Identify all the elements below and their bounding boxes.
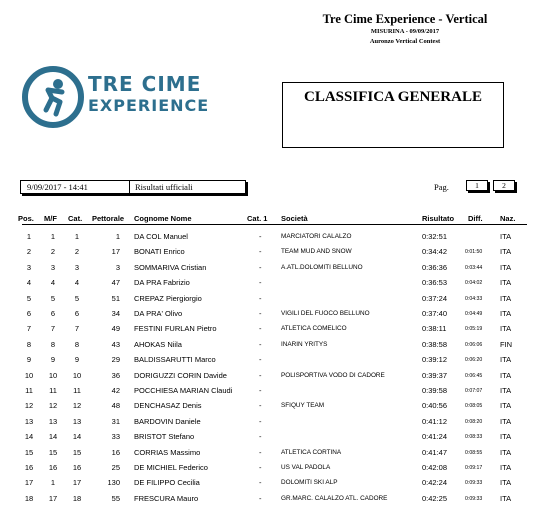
- row-cat1: -: [259, 355, 262, 365]
- row-naz: ITA: [500, 278, 512, 288]
- row-naz: ITA: [500, 247, 512, 257]
- event-contest: Auronzo Vertical Contest: [369, 38, 441, 45]
- row-name: AHOKAS Niila: [134, 339, 182, 349]
- row-cat1: -: [259, 324, 262, 334]
- row-cat: 7: [74, 324, 80, 334]
- table-row: [0, 294, 534, 309]
- row-cat1: -: [259, 278, 262, 288]
- table-row: [0, 247, 534, 262]
- event-subtitle: MISURINA - 09/09/2017: [370, 28, 440, 35]
- row-cat1: -: [259, 262, 262, 272]
- row-diff: 0:05:19: [465, 326, 483, 333]
- row-pos: 9: [26, 355, 32, 365]
- row-pettorale: 3: [115, 262, 120, 272]
- row-diff: 0:03:44: [465, 264, 483, 271]
- row-pettorale: 25: [111, 463, 120, 472]
- row-naz: ITA: [500, 401, 512, 411]
- row-pettorale: 42: [111, 386, 120, 395]
- row-diff: 0:06:20: [465, 357, 483, 364]
- row-naz: ITA: [500, 262, 512, 272]
- row-cat: 13: [72, 416, 82, 426]
- row-risultato: 0:38:11: [422, 324, 447, 334]
- row-pos: 6: [26, 309, 32, 318]
- logo-line1: TRE CIME: [88, 72, 202, 96]
- row-diff: 0:06:06: [465, 341, 483, 348]
- row-cat1: -: [259, 370, 262, 380]
- row-pettorale: 34: [111, 309, 120, 318]
- row-cat: 16: [72, 463, 82, 472]
- row-cat: 6: [74, 309, 80, 318]
- table-row: [0, 309, 534, 324]
- row-mf: 15: [48, 447, 58, 457]
- row-cat1: -: [259, 416, 262, 426]
- row-diff: 0:08:20: [465, 418, 483, 425]
- row-cat1: -: [259, 401, 262, 411]
- row-mf: 11: [49, 386, 57, 395]
- row-name: DA COL Manuel: [134, 232, 188, 241]
- row-naz: ITA: [500, 493, 512, 503]
- row-mf: 16: [48, 463, 58, 472]
- row-pettorale: 49: [111, 324, 120, 334]
- row-pos: 3: [26, 262, 32, 272]
- row-cat1: -: [259, 293, 262, 303]
- status-label: Risultati ufficiali: [135, 182, 193, 192]
- header-rule: [22, 224, 527, 225]
- row-pettorale: 1: [115, 232, 120, 241]
- classifica-title: CLASSIFICA GENERALE: [304, 89, 482, 105]
- row-pettorale: 130: [107, 478, 120, 488]
- row-diff: 0:04:02: [465, 280, 483, 287]
- row-pettorale: 48: [111, 401, 120, 411]
- row-pettorale: 16: [111, 447, 120, 457]
- header-pos: Pos.: [18, 214, 34, 223]
- row-societa: A.ATL.DOLOMITI BELLUNO: [281, 263, 363, 271]
- row-diff: 0:08:05: [465, 403, 483, 410]
- row-name: CORRIAS Massimo: [134, 447, 201, 457]
- header-mf: M/F: [44, 214, 57, 223]
- row-mf: 7: [50, 324, 56, 334]
- row-societa: TEAM MUD AND SNOW: [281, 248, 352, 256]
- row-societa: INARIN YRITYS: [281, 340, 328, 348]
- row-naz: ITA: [500, 386, 512, 395]
- row-naz: ITA: [500, 416, 512, 426]
- header-pettorale: Pettorale: [92, 214, 125, 223]
- row-name: DE FILIPPO Cecilia: [134, 478, 200, 488]
- row-mf: 1: [50, 478, 56, 488]
- row-diff: 0:07:07: [465, 388, 483, 394]
- event-title: Tre Cime Experience - Vertical: [322, 12, 488, 26]
- table-row: [0, 494, 534, 509]
- row-cat: 9: [74, 355, 80, 365]
- row-societa: POLISPORTIVA VODO DI CADORE: [281, 371, 385, 379]
- header-diff: Diff.: [468, 214, 483, 223]
- table-row: [0, 401, 534, 416]
- row-cat1: -: [259, 432, 262, 442]
- row-cat1: -: [259, 478, 262, 488]
- row-naz: ITA: [500, 432, 512, 442]
- row-societa: ATLETICA COMELICO: [281, 325, 347, 333]
- row-name: FRESCURA Mauro: [134, 493, 199, 503]
- row-diff: 0:09:33: [465, 480, 483, 487]
- row-mf: 10: [48, 370, 58, 380]
- row-cat: 18: [72, 493, 82, 503]
- row-cat: 1: [74, 232, 80, 241]
- row-cat: 10: [72, 370, 82, 380]
- classifica-box: [282, 82, 504, 148]
- row-mf: 3: [50, 262, 56, 272]
- table-row: [0, 278, 534, 293]
- row-mf: 4: [50, 278, 56, 288]
- row-societa: GR.MARC. CALALZO ATL. CADORE: [281, 494, 388, 502]
- table-row: [0, 324, 534, 339]
- row-mf: 6: [50, 309, 56, 318]
- row-diff: 0:09:33: [465, 495, 483, 502]
- row-pos: 5: [26, 293, 32, 303]
- row-risultato: 0:41:12: [422, 416, 448, 426]
- row-cat: 5: [74, 293, 80, 303]
- row-cat: 15: [72, 447, 82, 457]
- table-row: [0, 263, 534, 278]
- row-naz: ITA: [500, 293, 512, 303]
- row-cat1: -: [259, 447, 262, 457]
- row-mf: 12: [48, 401, 58, 411]
- row-cat: 2: [74, 247, 80, 257]
- row-pos: 16: [24, 463, 34, 472]
- row-pettorale: 29: [111, 355, 120, 365]
- row-diff: 0:04:33: [465, 295, 483, 302]
- header-societa: Società: [281, 214, 308, 223]
- row-name: CREPAZ Piergiorgio: [134, 293, 202, 303]
- row-name: BALDISSARUTTI Marco: [134, 355, 216, 365]
- datetime: 9/09/2017 - 14:41: [27, 182, 88, 192]
- row-pos: 15: [24, 447, 34, 457]
- row-diff: 0:04:49: [465, 311, 483, 317]
- row-cat: 12: [72, 401, 82, 411]
- row-cat: 17: [72, 478, 82, 488]
- row-societa: MARCIATORI CALALZO: [281, 233, 352, 240]
- page-2-button[interactable]: 2: [493, 180, 515, 191]
- row-name: FESTINI FURLAN Pietro: [134, 324, 217, 334]
- row-name: DENCHASAZ Denis: [134, 401, 202, 411]
- table-row: [0, 432, 534, 447]
- header-naz: Naz.: [500, 214, 516, 223]
- row-risultato: 0:38:58: [422, 339, 448, 349]
- row-diff: 0:09:17: [465, 465, 483, 471]
- table-row: [0, 478, 534, 493]
- row-pettorale: 31: [111, 416, 120, 426]
- row-name: DA PRA' Olivo: [134, 309, 183, 318]
- row-cat1: -: [259, 463, 262, 472]
- table-row: [0, 448, 534, 463]
- row-cat1: -: [259, 247, 262, 257]
- row-mf: 8: [50, 339, 56, 349]
- row-pettorale: 33: [111, 432, 120, 442]
- row-cat: 4: [74, 278, 80, 288]
- row-naz: FIN: [500, 339, 513, 349]
- row-cat1: -: [259, 232, 262, 241]
- row-name: POCCHIESA MARIAN Claudi: [134, 386, 233, 395]
- row-mf: 14: [48, 432, 58, 442]
- row-name: SOMMARIVA Cristian: [134, 262, 207, 272]
- row-societa: DOLOMITI SKI ALP: [281, 479, 338, 487]
- row-pettorale: 36: [111, 370, 120, 380]
- row-risultato: 0:34:42: [422, 247, 448, 257]
- row-diff: 0:08:55: [465, 449, 483, 456]
- row-naz: ITA: [500, 309, 512, 318]
- row-pos: 12: [24, 401, 34, 411]
- row-pettorale: 51: [111, 293, 120, 303]
- table-row: [0, 386, 534, 401]
- row-societa: US VAL PADOLA: [281, 464, 331, 471]
- row-name: DE MICHIEL Federico: [134, 463, 208, 472]
- info-bar: [20, 180, 246, 194]
- logo-line2: EXPERIENCE: [88, 96, 210, 115]
- row-mf: 2: [50, 247, 56, 257]
- header-name: Cognome Nome: [134, 214, 192, 223]
- row-diff: 0:01:50: [465, 249, 483, 256]
- row-societa: VIGILI DEL FUOCO BELLUNO: [281, 310, 370, 317]
- row-pos: 8: [26, 339, 32, 349]
- row-naz: ITA: [500, 478, 512, 488]
- row-pos: 4: [26, 278, 32, 288]
- row-pettorale: 47: [111, 278, 120, 288]
- table-row: [0, 232, 534, 247]
- tre-cime-logo: [22, 66, 222, 128]
- row-risultato: 0:36:53: [422, 278, 448, 288]
- row-mf: 13: [48, 416, 58, 426]
- row-risultato: 0:37:24: [422, 293, 448, 303]
- pagination-label: Pag.: [434, 182, 449, 192]
- row-risultato: 0:42:25: [422, 493, 448, 503]
- header-cat: Cat.: [68, 214, 83, 223]
- row-name: BARDOVIN Daniele: [134, 416, 201, 426]
- row-risultato: 0:32:51: [422, 232, 448, 241]
- row-mf: 5: [50, 293, 56, 303]
- row-risultato: 0:37:40: [422, 309, 448, 318]
- row-cat: 8: [74, 339, 80, 349]
- row-risultato: 0:42:08: [422, 463, 448, 472]
- row-naz: ITA: [500, 324, 512, 334]
- row-societa: SFIQUY TEAM: [281, 402, 325, 410]
- row-risultato: 0:41:24: [422, 432, 448, 442]
- row-risultato: 0:39:37: [422, 370, 448, 380]
- row-pos: 1: [26, 232, 32, 241]
- info-divider: [129, 181, 130, 193]
- table-row: [0, 463, 534, 478]
- row-risultato: 0:39:12: [422, 355, 448, 365]
- row-name: BRISTOT Stefano: [134, 432, 195, 442]
- row-naz: ITA: [500, 232, 512, 241]
- row-naz: ITA: [500, 447, 512, 457]
- row-pettorale: 55: [111, 493, 120, 503]
- row-risultato: 0:40:56: [422, 401, 448, 411]
- row-name: DA PRA Fabrizio: [134, 278, 190, 288]
- row-risultato: 0:42:24: [422, 478, 448, 488]
- table-row: [0, 355, 534, 370]
- row-pos: 7: [26, 324, 32, 334]
- row-naz: ITA: [500, 370, 512, 380]
- row-risultato: 0:39:58: [422, 386, 448, 395]
- row-pos: 17: [24, 478, 34, 488]
- row-mf: 1: [50, 232, 56, 241]
- row-pettorale: 43: [111, 339, 120, 349]
- runner-logo-icon: [22, 66, 84, 128]
- row-cat: 11: [73, 386, 81, 395]
- row-cat1: -: [259, 339, 262, 349]
- row-risultato: 0:36:36: [422, 262, 448, 272]
- page-1-button[interactable]: 1: [466, 180, 488, 191]
- row-pettorale: 17: [111, 247, 120, 257]
- row-naz: ITA: [500, 463, 512, 472]
- row-name: DORIGUZZI CORIN Davide: [134, 370, 227, 380]
- row-naz: ITA: [500, 355, 512, 365]
- row-pos: 2: [26, 247, 32, 257]
- table-row: [0, 371, 534, 386]
- row-pos: 18: [24, 493, 34, 503]
- row-cat1: -: [259, 386, 262, 395]
- row-risultato: 0:41:47: [422, 447, 448, 457]
- row-mf: 9: [50, 355, 56, 365]
- row-pos: 14: [24, 432, 34, 442]
- row-name: BONATI Enrico: [134, 247, 185, 257]
- row-pos: 10: [24, 370, 34, 380]
- row-pos: 11: [25, 386, 33, 395]
- row-diff: 0:06:45: [465, 372, 483, 379]
- row-cat1: -: [259, 309, 262, 318]
- row-pos: 13: [24, 416, 34, 426]
- header-cat1: Cat. 1: [247, 214, 268, 223]
- row-cat: 3: [74, 262, 80, 272]
- table-row: [0, 340, 534, 355]
- row-cat1: -: [259, 493, 262, 503]
- table-row: [0, 417, 534, 432]
- row-cat: 14: [72, 432, 82, 442]
- row-diff: 0:08:33: [465, 434, 483, 441]
- row-societa: ATLETICA CORTINA: [281, 448, 342, 456]
- header-risultato: Risultato: [422, 214, 455, 223]
- row-mf: 17: [48, 493, 58, 503]
